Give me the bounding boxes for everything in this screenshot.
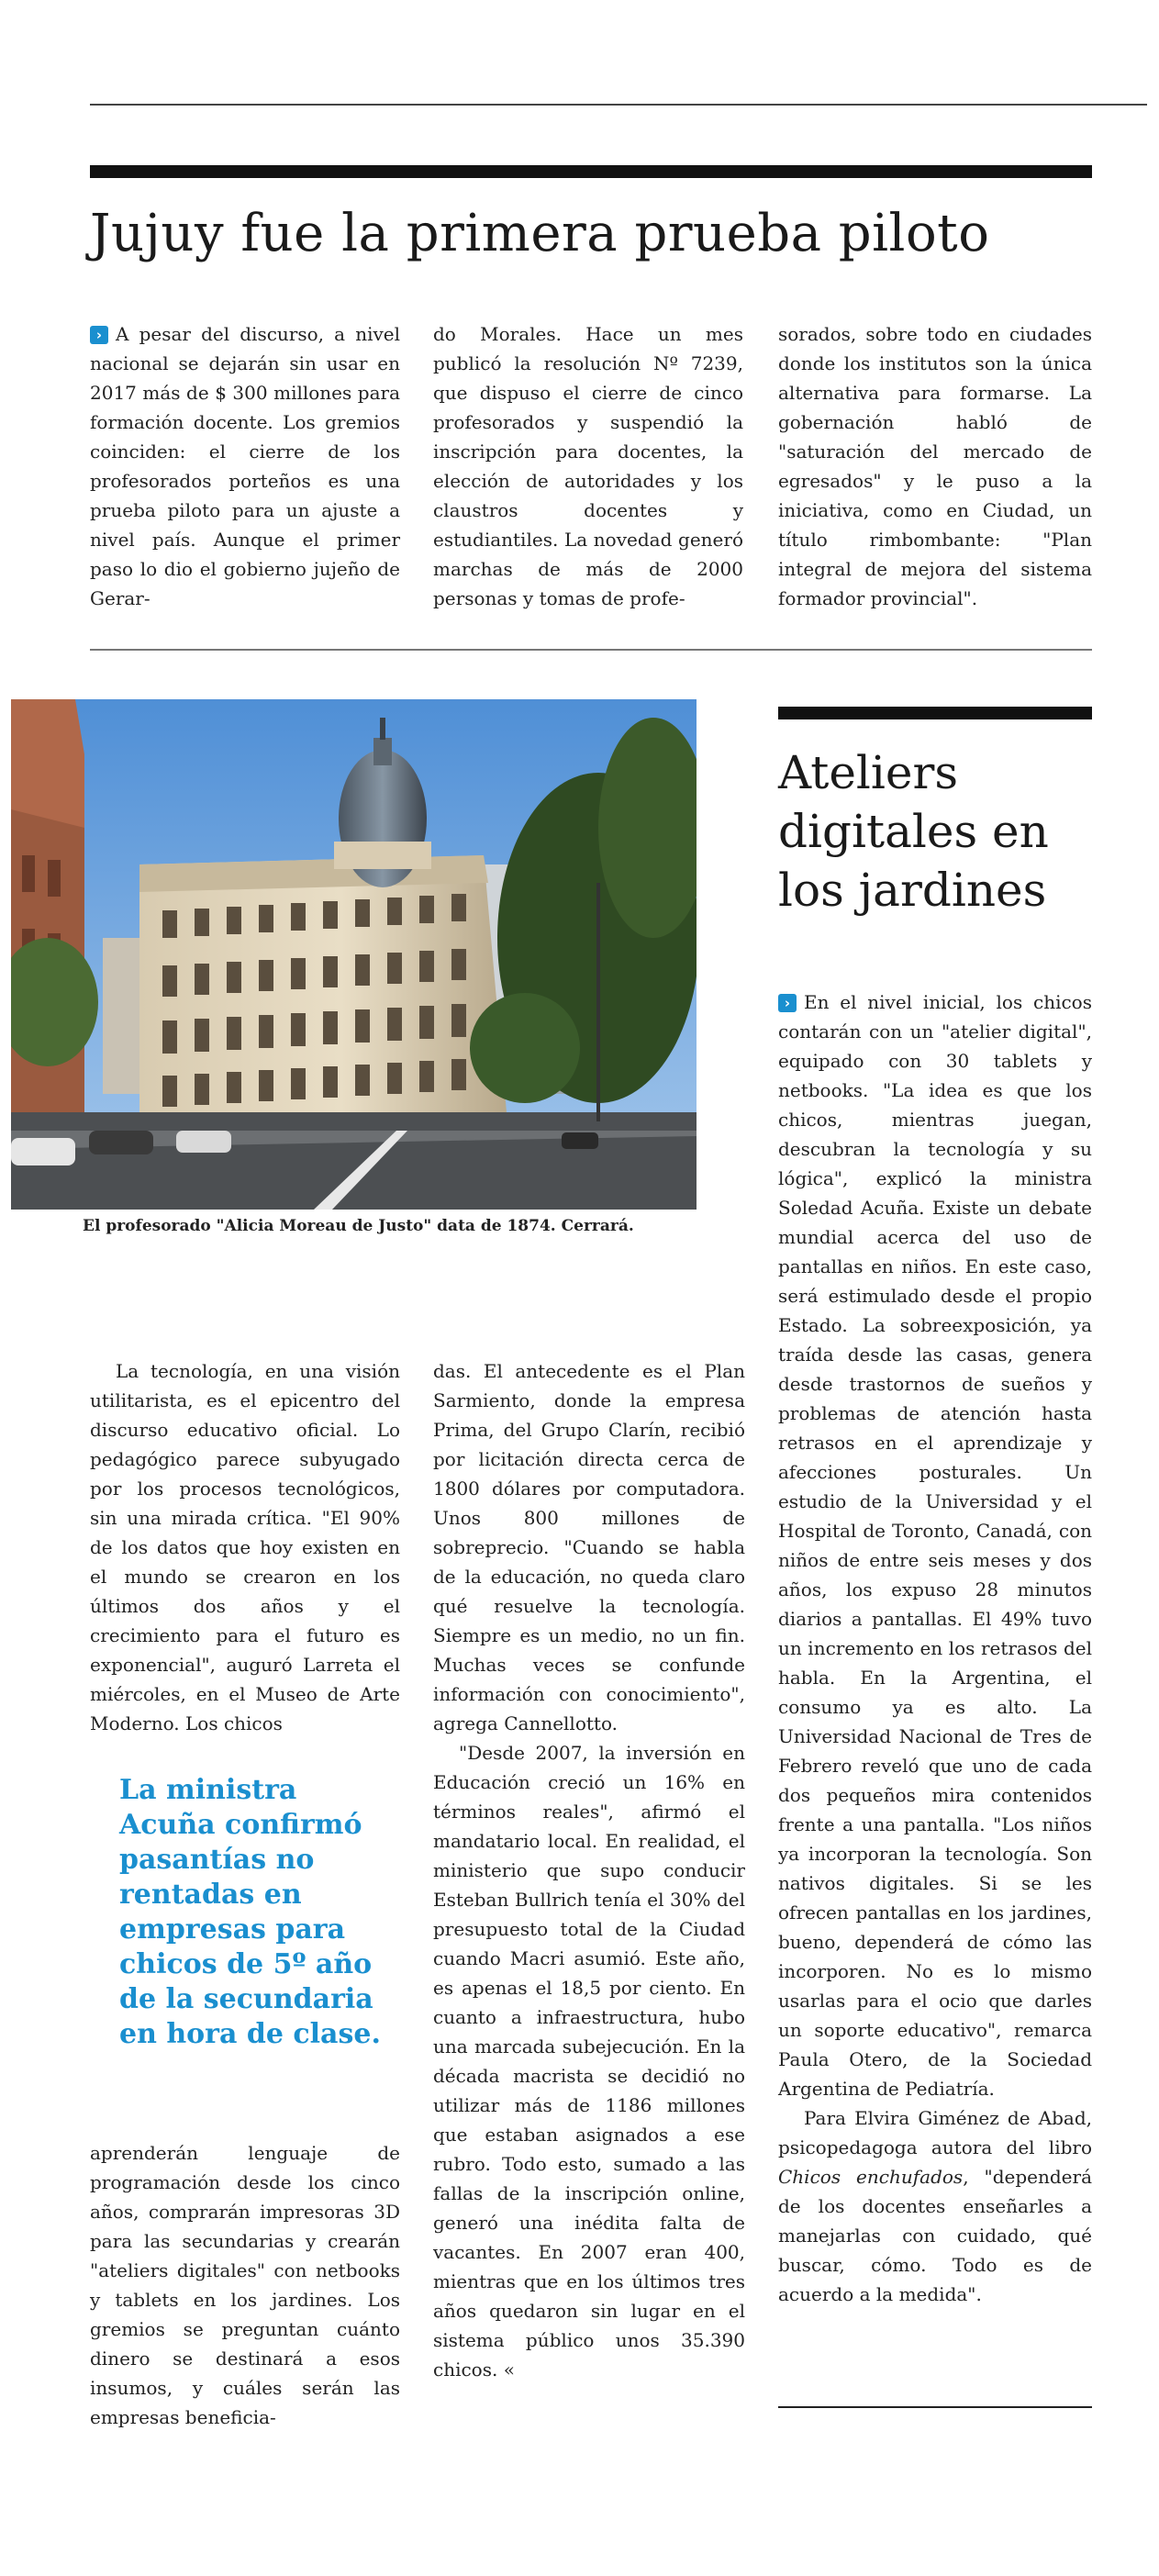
- pull-quote: La ministra Acuña confirmó pasantías no rentadas en empresas para chicos de 5º año de la secundaria en hora de clase.: [119, 1774, 381, 2050]
- arrow-right-icon: ›: [90, 326, 108, 344]
- intro-column-1: [90, 319, 400, 613]
- intro-text-3: sorados, sobre todo en ciudades donde los institutos son la única alternativa para formarse. La gobernación habló de "saturación del mercado de egresados" y le puso a la iniciativa, como en Ciudad, un título rimbombante: "Plan integral de mejora del sistema formador provincial".: [778, 323, 1092, 609]
- sidebar-paragraph-2-start: Para Elvira Giménez de Abad, psicopedagoga autora del libro: [778, 2107, 1092, 2158]
- body-paragraph-1-cont: aprenderán lenguaje de programación desde los cinco años, comprarán impresoras 3D para las secundarias y crearán "ateliers digitales" con netbooks y tablets en los jardines. Los gremios se preguntan cuánto dinero se destinará a esos insumos, y cuáles serán las empresas beneficia-: [90, 2142, 400, 2428]
- sidebar-end-rule: [778, 2406, 1092, 2408]
- sidebar-paragraph-1: En el nivel inicial, los chicos contarán con un "atelier digital", equipado con 30 tablets y netbooks. "La idea es que los chicos, mientras juegan, descubran la tecnología y su lógica", explicó la ministra Soledad Acuña. Existe un debate mundial acerca del uso de pantallas en niños. En este caso, será estimulado desde el propio Estado. La sobreexposición, ya traída desde las casas, genera desde trastornos de sueños y problemas de atención hasta retrasos en el aprendizaje y afecciones posturales. Un estudio de la Universidad y el Hospital de Toronto, Canadá, con niños de entre seis meses y dos años, los expuso 28 minutos diarios a pantallas. El 49% tuvo un incremento en los retrasos del habla. En la Argentina, el consumo ya es alto. La Universidad Nacional de Tres de Febrero reveló que uno de cada dos pequeños mira contenidos frente a una pantalla. "Los niños ya incorporan la tecnología. Son nativos digitales. Si se les ofrecen pantallas en los jardines, bueno, dependerá de cómo las incorporen. No es lo mismo usarlas para el ocio que darles un soporte educativo", remarca Paula Otero, de la Sociedad Argentina de Pediatría.: [778, 991, 1092, 2100]
- body-column-1-top: [90, 1356, 400, 1738]
- sidebar-headline-line-1: Ateliers: [778, 746, 959, 799]
- sidebar-headline: [778, 743, 1049, 920]
- sidebar-column: [778, 987, 1092, 2309]
- top-hairline: [90, 104, 1147, 106]
- intro-text-2: do Morales. Hace un mes publicó la resolución Nº 7239, que dispuso el cierre de cinco profesorados y suspendió la inscripción para docentes, la elección de autoridades y los claustros docentes y estudiantiles. La novedad generó marchas de más de 2000 personas y tomas de profe-: [433, 323, 743, 609]
- sidebar-paragraph-2-end: , "dependerá de los docentes enseñarles a manejarlas con cuidado, qué buscar, cómo. Todo es de acuerdo a la medida".: [778, 2166, 1092, 2305]
- intro-bottom-rule: [90, 649, 1092, 651]
- article-headline: Jujuy fue la primera prueba piloto: [90, 204, 990, 263]
- intro-column-2: [433, 319, 743, 613]
- body-paragraph-1: La tecnología, en una visión utilitarista, es el epicentro del discurso educativo oficial. Lo pedagógico parece subyugado por los procesos tecnológicos, sin una mirada crítica. "El 90% de los datos que hoy existen en el mundo se crearon en los últimos dos años y el crecimiento para el futuro es exponencial", auguró Larreta el miércoles, en el Museo de Arte Moderno. Los chicos: [90, 1360, 400, 1734]
- sidebar-headline-line-3: los jardines: [778, 864, 1047, 917]
- arrow-right-icon: ›: [778, 994, 797, 1012]
- building-photo: [11, 699, 697, 1210]
- body-column-1-bottom: [90, 2138, 400, 2432]
- body-column-2: [433, 1356, 745, 2384]
- body-paragraph-2: das. El antecedente es el Plan Sarmiento, donde la empresa Prima, del Grupo Clarín, recibió por licitación directa cerca de 1800 dólares por computadora. Unos 800 millones de sobreprecio. "Cuando se habla de la educación, no queda claro qué resuelve la tecnología. Siempre es un medio, no un fin. Muchas veces se confunde información con conocimiento", agrega Cannellotto.: [433, 1360, 745, 1734]
- headline-bar: [90, 165, 1092, 178]
- intro-text-1: A pesar del discurso, a nivel nacional se dejarán sin usar en 2017 más de $ 300 millones para formación docente. Los gremios coinciden: el cierre de los profesorados porteños es una prueba piloto para un ajuste a nivel país. Aunque el primer paso lo dio el gobierno jujeño de Gerar-: [90, 323, 400, 609]
- sidebar-headline-line-2: digitales en: [778, 805, 1049, 858]
- book-title: Chicos enchufados: [778, 2166, 964, 2188]
- intro-column-3: [778, 319, 1092, 613]
- sidebar-bar: [778, 707, 1092, 719]
- photo-caption: El profesorado "Alicia Moreau de Justo" data de 1874. Cerrará.: [83, 1217, 634, 1235]
- body-paragraph-3: "Desde 2007, la inversión en Educación creció un 16% en términos reales", afirmó el mandatario local. En realidad, el ministerio que supo conducir Esteban Bullrich tenía el 30% del presupuesto total de la Ciudad cuando Macri asumió. Este año, es apenas el 18,5 por ciento. En cuanto a infraestructura, hubo una marcada subejecución. En la década macrista se decidió no utilizar más de 1186 millones que estaban asignados a ese rubro. Todo esto, sumado a las fallas de la inscripción online, generó una inédita falta de vacantes. En 2007 eran 400, mientras que en los últimos tres años quedaron sin lugar en el sistema público unos 35.390 chicos. «: [433, 1742, 745, 2381]
